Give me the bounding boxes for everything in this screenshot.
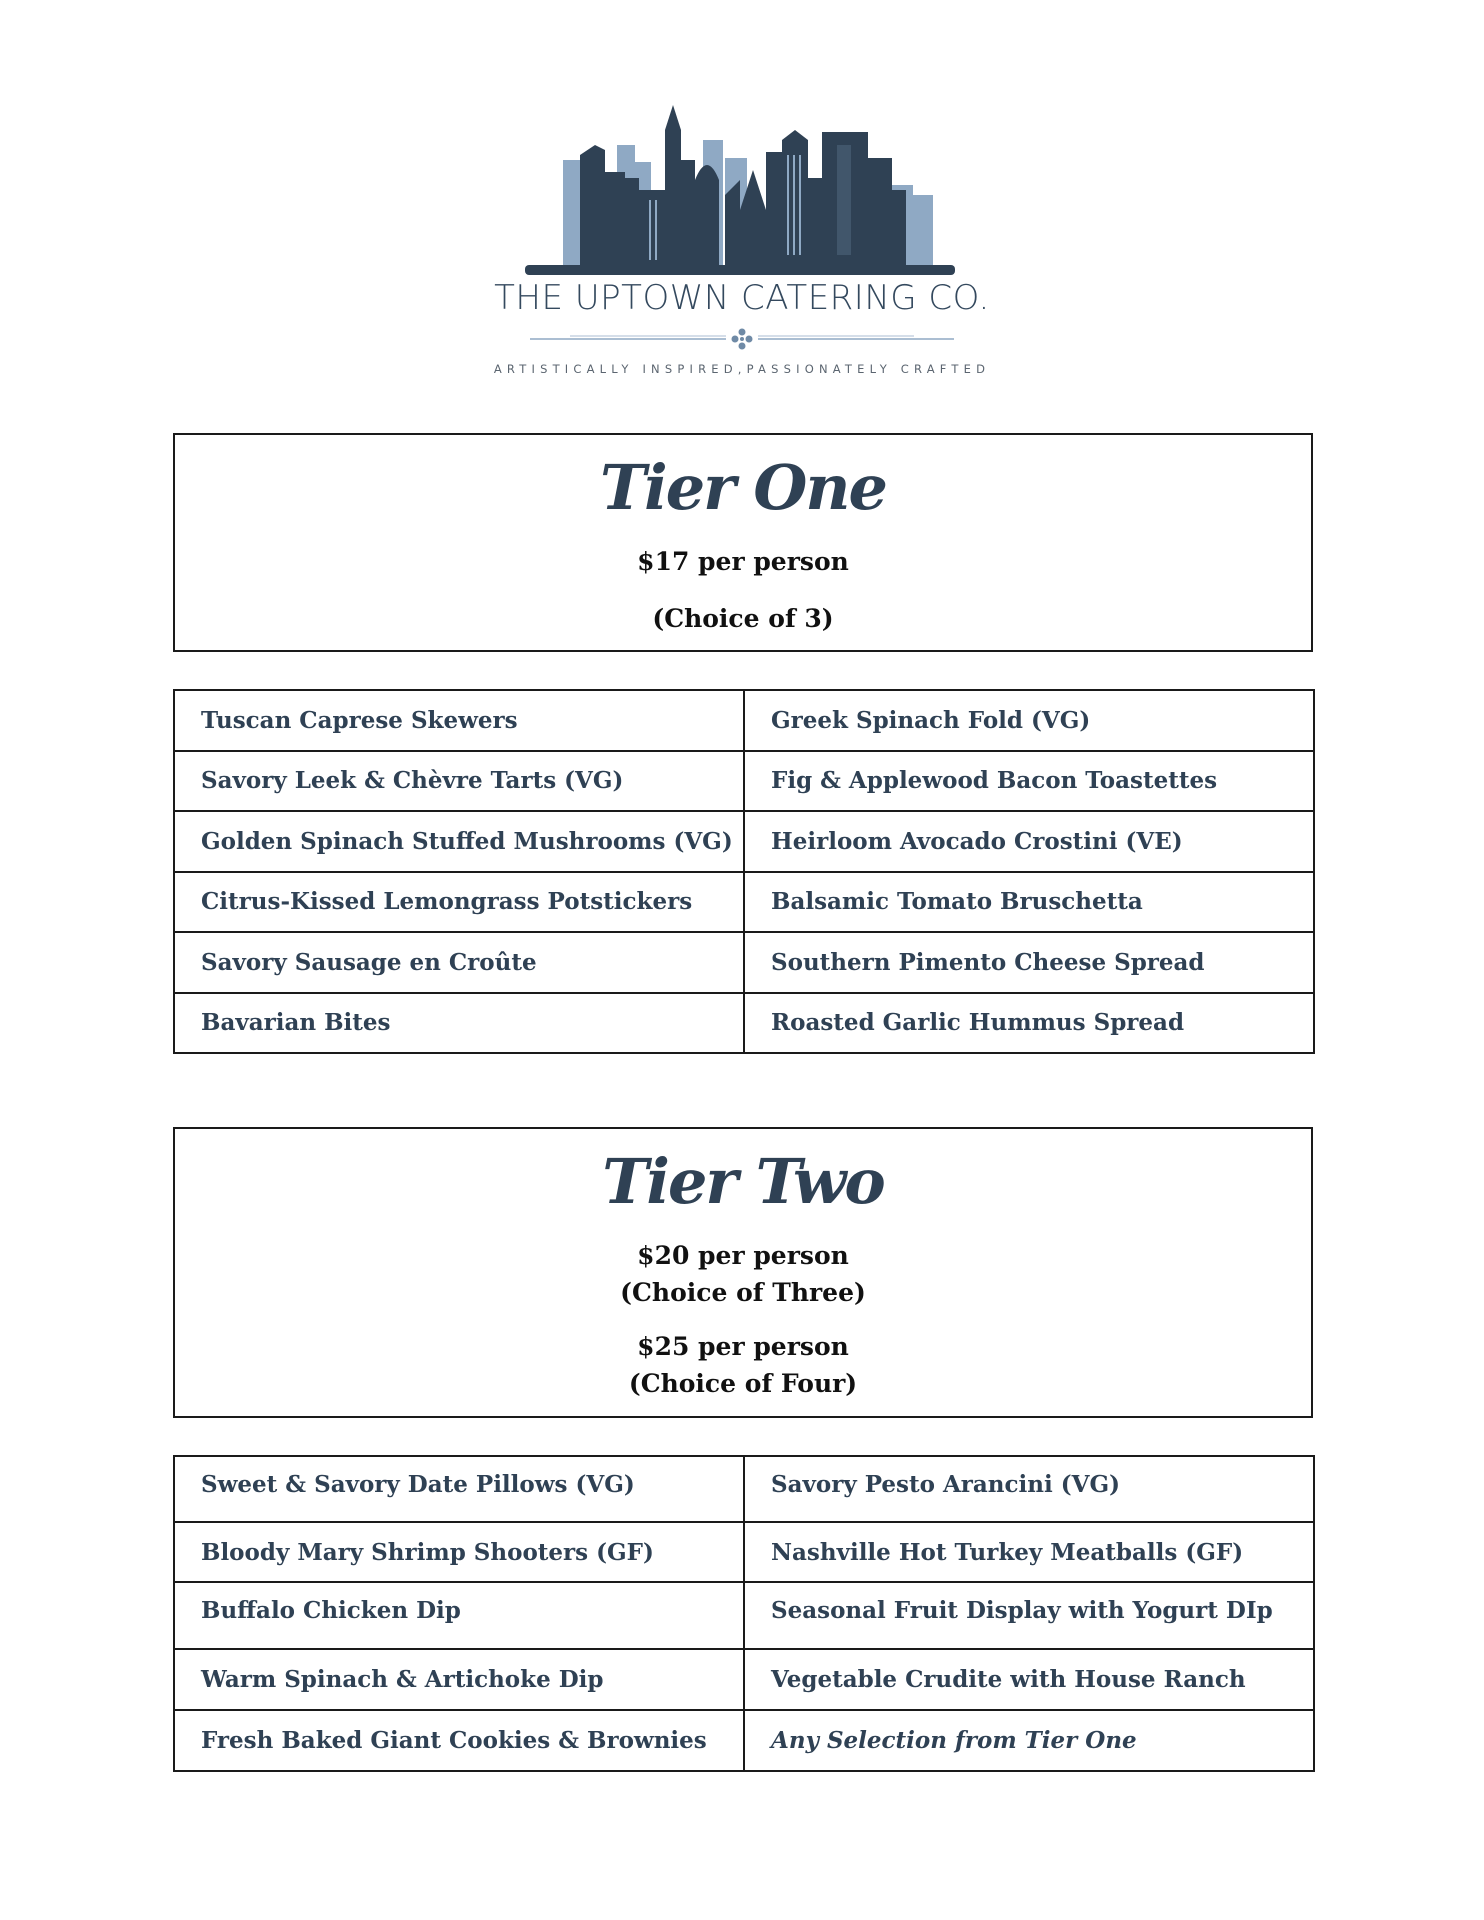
menu-item: Vegetable Crudite with House Ranch (744, 1649, 1314, 1710)
menu-item: Nashville Hot Turkey Meatballs (GF) (744, 1522, 1314, 1582)
menu-item: Savory Pesto Arancini (VG) (744, 1456, 1314, 1522)
menu-item: Southern Pimento Cheese Spread (744, 932, 1314, 993)
tier-two-choice-three: (Choice of Three) (620, 1278, 866, 1307)
menu-item: Seasonal Fruit Display with Yogurt DIp (744, 1582, 1314, 1649)
menu-item: Fig & Applewood Bacon Toastettes (744, 751, 1314, 812)
table-row (174, 1522, 1314, 1582)
tier-one-choice: (Choice of 3) (652, 604, 834, 633)
tier-one-header (173, 433, 1313, 652)
tier-two-menu-table (173, 1455, 1315, 1772)
tier-two-title: Tier Two (602, 1145, 884, 1218)
menu-item: Heirloom Avocado Crostini (VE) (744, 811, 1314, 872)
menu-item: Fresh Baked Giant Cookies & Brownies (174, 1710, 744, 1771)
company-logo (490, 100, 994, 390)
tier-two-choice-four: (Choice of Four) (628, 1369, 858, 1398)
menu-item: Balsamic Tomato Bruschetta (744, 872, 1314, 933)
menu-item: Bloody Mary Shrimp Shooters (GF) (174, 1522, 744, 1582)
table-row (174, 811, 1314, 872)
table-row (174, 1582, 1314, 1649)
tier-one-title: Tier One (600, 451, 886, 524)
menu-item: Buffalo Chicken Dip (174, 1582, 744, 1649)
tier-two-header (173, 1127, 1313, 1418)
table-row (174, 1649, 1314, 1710)
menu-item: Sweet & Savory Date Pillows (VG) (174, 1456, 744, 1522)
menu-item: Bavarian Bites (174, 993, 744, 1054)
tier-one-menu-table (173, 689, 1315, 1054)
table-row (174, 872, 1314, 933)
table-row (174, 690, 1314, 751)
ornament-divider-icon (530, 328, 954, 350)
city-skyline-icon (525, 100, 955, 275)
table-row (174, 1456, 1314, 1522)
company-tagline: ARTISTICALLY INSPIRED,PASSIONATELY CRAFTED (493, 362, 991, 376)
tier-two-price-three: $20 per person (637, 1241, 849, 1270)
tier-one-price: $17 per person (637, 547, 849, 576)
menu-item: Greek Spinach Fold (VG) (744, 690, 1314, 751)
menu-item: Savory Sausage en Croûte (174, 932, 744, 993)
table-row (174, 751, 1314, 812)
table-row (174, 993, 1314, 1054)
menu-item-note: Any Selection from Tier One (744, 1710, 1314, 1771)
menu-item: Warm Spinach & Artichoke Dip (174, 1649, 744, 1710)
menu-item: Citrus-Kissed Lemongrass Potstickers (174, 872, 744, 933)
menu-item: Tuscan Caprese Skewers (174, 690, 744, 751)
table-row (174, 932, 1314, 993)
menu-item: Roasted Garlic Hummus Spread (744, 993, 1314, 1054)
menu-item: Golden Spinach Stuffed Mushrooms (VG) (174, 811, 744, 872)
tier-two-price-four: $25 per person (637, 1332, 849, 1361)
menu-item: Savory Leek & Chèvre Tarts (VG) (174, 751, 744, 812)
table-row (174, 1710, 1314, 1771)
company-name: THE UPTOWN CATERING CO. (494, 278, 990, 318)
